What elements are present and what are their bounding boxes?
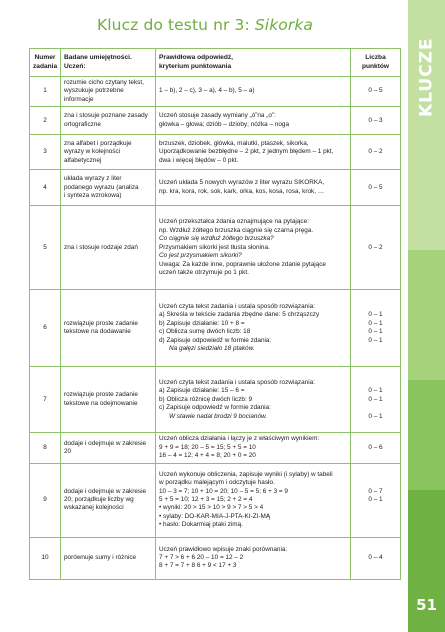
answer-line: 10 – 3 = 7; 10 + 10 = 20; 10 – 5 = 5; 6 + 3 = 9 bbox=[159, 487, 288, 495]
answer-line: d) Zapisuje odpowiedź w formie zdania: bbox=[159, 336, 272, 344]
score-cell bbox=[351, 463, 401, 537]
task-number: 6 bbox=[30, 290, 61, 367]
answer-line: Przysmakiem sikorki jest tłusta słonina. bbox=[159, 243, 270, 251]
score-value: 0 – 1 bbox=[368, 495, 383, 503]
answer-line: Uczeń przekształca zdania oznajmujące na pytające: bbox=[159, 218, 309, 226]
answer-line: 5 + 5 = 10; 12 + 3 = 15; 2 + 2 = 4 bbox=[159, 495, 253, 503]
skill-cell: rozwiązuje proste zadanie tekstowe na dodawanie bbox=[61, 290, 156, 367]
answer-line: b) Oblicza różnicę dwóch liczb: 9 bbox=[159, 395, 253, 403]
header-answer: Prawidłowa odpowiedź, kryterium punktowania bbox=[156, 49, 351, 77]
table-row bbox=[30, 367, 401, 433]
side-tab-band-3 bbox=[408, 380, 445, 490]
score-value: 0 – 2 bbox=[368, 148, 383, 156]
score-cell bbox=[351, 77, 401, 107]
answer-line: Co jest przysmakiem sikorki? bbox=[159, 252, 242, 260]
score-value: 0 – 1 bbox=[368, 328, 383, 336]
score-cell bbox=[351, 135, 401, 170]
answer-line: 7 + 7 > 6 + 6 20 – 10 = 12 – 2 bbox=[159, 553, 244, 561]
task-number: 10 bbox=[30, 537, 61, 579]
task-number: 4 bbox=[30, 170, 61, 206]
skill-cell: dodaje i odejmuje w zakresie 20; porządkuje liczby wg wskazanej kolejności bbox=[61, 463, 156, 537]
score-value: 0 – 1 bbox=[368, 319, 383, 327]
score-value bbox=[354, 471, 397, 479]
answer-line: Na gałęzi siedziało 18 ptaków. bbox=[169, 345, 255, 353]
answer-cell bbox=[156, 170, 351, 206]
score-value bbox=[354, 345, 397, 353]
answer-line: Co ciągnie się wzdłuż żółtego brzuszka? bbox=[159, 235, 274, 243]
title-italic: Sikorka bbox=[254, 16, 314, 34]
score-value: 0 – 5 bbox=[368, 183, 383, 191]
answer-line: np. Wzdłuż żółtego brzuszka ciągnie się czarna pręga. bbox=[159, 226, 314, 234]
table-row bbox=[30, 463, 401, 537]
answer-line: Uczeń stosuje zasady wymiany „ó”na „o”: bbox=[159, 112, 276, 120]
answer-cell bbox=[156, 290, 351, 367]
task-number: 3 bbox=[30, 135, 61, 170]
task-number: 8 bbox=[30, 433, 61, 463]
score-cell bbox=[351, 206, 401, 290]
score-value: 0 – 1 bbox=[368, 387, 383, 395]
skill-cell: porównuje sumy i różnice bbox=[61, 537, 156, 579]
answer-cell bbox=[156, 77, 351, 107]
score-cell bbox=[351, 107, 401, 135]
answer-cell bbox=[156, 537, 351, 579]
score-value: 0 – 6 bbox=[368, 443, 383, 451]
skill-cell: układa wyrazy z liter podanego wyrazu (analiza i synteza wzrokowa) bbox=[61, 170, 156, 206]
side-tab-band-2 bbox=[408, 250, 445, 380]
score-value bbox=[354, 404, 397, 412]
score-cell bbox=[351, 433, 401, 463]
answer-line: 1 – b), 2 – c), 3 – a), 4 – b), 5 – a) bbox=[159, 87, 255, 95]
header-skill: Badane umiejętności. Uczeń: bbox=[61, 49, 156, 77]
table-row bbox=[30, 206, 401, 290]
table-row bbox=[30, 135, 401, 170]
score-value: 0 – 3 bbox=[368, 116, 383, 124]
table-row bbox=[30, 290, 401, 367]
answer-cell bbox=[156, 135, 351, 170]
answer-line: Uporządkowanie bezbłędne – 2 pkt, z jednym błędem – 1 pkt, bbox=[159, 148, 334, 156]
answer-line: c) Oblicza sumę dwóch liczb: 18 bbox=[159, 328, 251, 336]
answer-line: w porządku malejącym i odczytuje hasło. bbox=[159, 479, 275, 487]
answer-line: np. kra, kora, rok, sok, kark, orka, kos, kosa, rosa, krok, … bbox=[159, 187, 325, 195]
answer-line: Uczeń czyta tekst zadania i ustala sposób rozwiązania: bbox=[159, 378, 315, 386]
score-value: 0 – 4 bbox=[368, 553, 383, 561]
header-score: Liczba punktów bbox=[351, 49, 401, 77]
score-value: 0 – 7 bbox=[368, 487, 383, 495]
title-prefix: Klucz do testu nr 3: bbox=[96, 16, 255, 34]
answer-line: Uczeń wykonuje obliczenia, zapisuje wyniki (i sylaby) w tabeli bbox=[159, 470, 333, 478]
score-cell bbox=[351, 367, 401, 433]
task-number: 2 bbox=[30, 107, 61, 135]
table-row bbox=[30, 537, 401, 579]
score-cell bbox=[351, 170, 401, 206]
header-number: Numer zadania bbox=[30, 49, 61, 77]
answer-line: główka – głowa; dziób – dzioby; nóżka – noga bbox=[159, 120, 290, 128]
answer-cell bbox=[156, 433, 351, 463]
skill-cell: rozumie cicho czytany tekst, wyszukuje potrzebne informacje bbox=[61, 77, 156, 107]
score-value bbox=[354, 521, 397, 529]
answer-line: 8 + 7 = 7 + 8 6 + 9 < 17 + 3 bbox=[159, 562, 237, 570]
page-title bbox=[0, 16, 410, 34]
score-value: 0 – 1 bbox=[368, 395, 383, 403]
side-tab-label: KLUCZE bbox=[416, 37, 437, 117]
answer-line: Uczeń czyta tekst zadania i ustala sposób rozwiązania: bbox=[159, 303, 315, 310]
answer-cell bbox=[156, 463, 351, 537]
answer-line: • hasło: Dokarmiaj ptaki zimą. bbox=[159, 521, 243, 529]
skill-cell: rozwiązuje proste zadanie tekstowe na odejmowanie bbox=[61, 367, 156, 433]
score-value bbox=[354, 479, 397, 487]
skill-cell: zna i stosuje rodzaje zdań bbox=[61, 206, 156, 290]
answer-line: Uczeń prawidłowo wpisuje znaki porównania: bbox=[159, 545, 288, 553]
table-row bbox=[30, 433, 401, 463]
answer-line: 9 + 9 = 18; 20 – 5 = 15; 5 + 5 = 10 bbox=[159, 443, 256, 451]
page-number: 51 bbox=[416, 596, 437, 614]
answer-line: b) Zapisuje działanie: 10 + 8 = bbox=[159, 319, 245, 327]
score-value bbox=[354, 303, 397, 311]
score-value bbox=[354, 513, 397, 521]
task-number: 1 bbox=[30, 77, 61, 107]
table-row bbox=[30, 170, 401, 206]
answer-key-table bbox=[29, 48, 401, 580]
score-value bbox=[354, 504, 397, 512]
answer-line: • wyniki: 20 > 15 > 10 > 9 > 7 > 5 > 4 bbox=[159, 504, 264, 512]
answer-line: W stawie nadal brodzi 9 bocianów. bbox=[169, 412, 268, 420]
table-row bbox=[30, 77, 401, 107]
task-number: 5 bbox=[30, 206, 61, 290]
answer-cell bbox=[156, 367, 351, 433]
score-value: 0 – 2 bbox=[368, 243, 383, 251]
answer-line: a) Zapisuje działanie: 15 – 6 = bbox=[159, 387, 245, 395]
score-cell bbox=[351, 537, 401, 579]
answer-line: • sylaby: DO-KAR-MIA-J-PTA-KI-ZI-MĄ bbox=[159, 512, 271, 520]
answer-cell bbox=[156, 107, 351, 135]
answer-line: dwa i więcej błędów – 0 pkt. bbox=[159, 156, 239, 164]
score-value: 0 – 1 bbox=[368, 412, 383, 420]
side-tab bbox=[408, 0, 445, 632]
answer-line: Uczeń oblicza działania i łączy je z właściwym wynikiem: bbox=[159, 435, 320, 443]
skill-cell: dodaje i odejmuje w zakresie 20 bbox=[61, 433, 156, 463]
answer-line: c) Zapisuje odpowiedź w formie zdania: bbox=[159, 404, 271, 412]
answer-line: uczeń także otrzymuje po 1 pkt. bbox=[159, 268, 249, 276]
score-value: 0 – 1 bbox=[368, 336, 383, 344]
score-cell bbox=[351, 290, 401, 367]
answer-line: a) Skreśla w tekście zadania zbędne dane: 5 chrząszczy bbox=[159, 311, 320, 319]
answer-line: Uwaga: Za każde inne, poprawnie ułożone zdanie pytające bbox=[159, 260, 326, 268]
task-number: 9 bbox=[30, 463, 61, 537]
score-value: 0 – 1 bbox=[368, 311, 383, 319]
skill-cell: zna alfabet i porządkuje wyrazy w kolejności alfabetycznej bbox=[61, 135, 156, 170]
answer-line: 16 – 4 = 12; 4 + 4 = 8; 20 + 0 = 20 bbox=[159, 452, 256, 460]
answer-line: Uczeń układa 5 nowych wyrazów z liter wyrazu SIKORKA, bbox=[159, 179, 325, 187]
skill-cell: zna i stosuje poznane zasady ortograficzne bbox=[61, 107, 156, 135]
answer-line: brzuszek, dziobek, główka, malutki, ptaszek, sikorka, bbox=[159, 139, 309, 147]
score-value bbox=[354, 379, 397, 387]
task-number: 7 bbox=[30, 367, 61, 433]
score-value: 0 – 5 bbox=[368, 87, 383, 95]
table-header-row bbox=[30, 49, 401, 77]
table-row bbox=[30, 107, 401, 135]
answer-cell bbox=[156, 206, 351, 290]
